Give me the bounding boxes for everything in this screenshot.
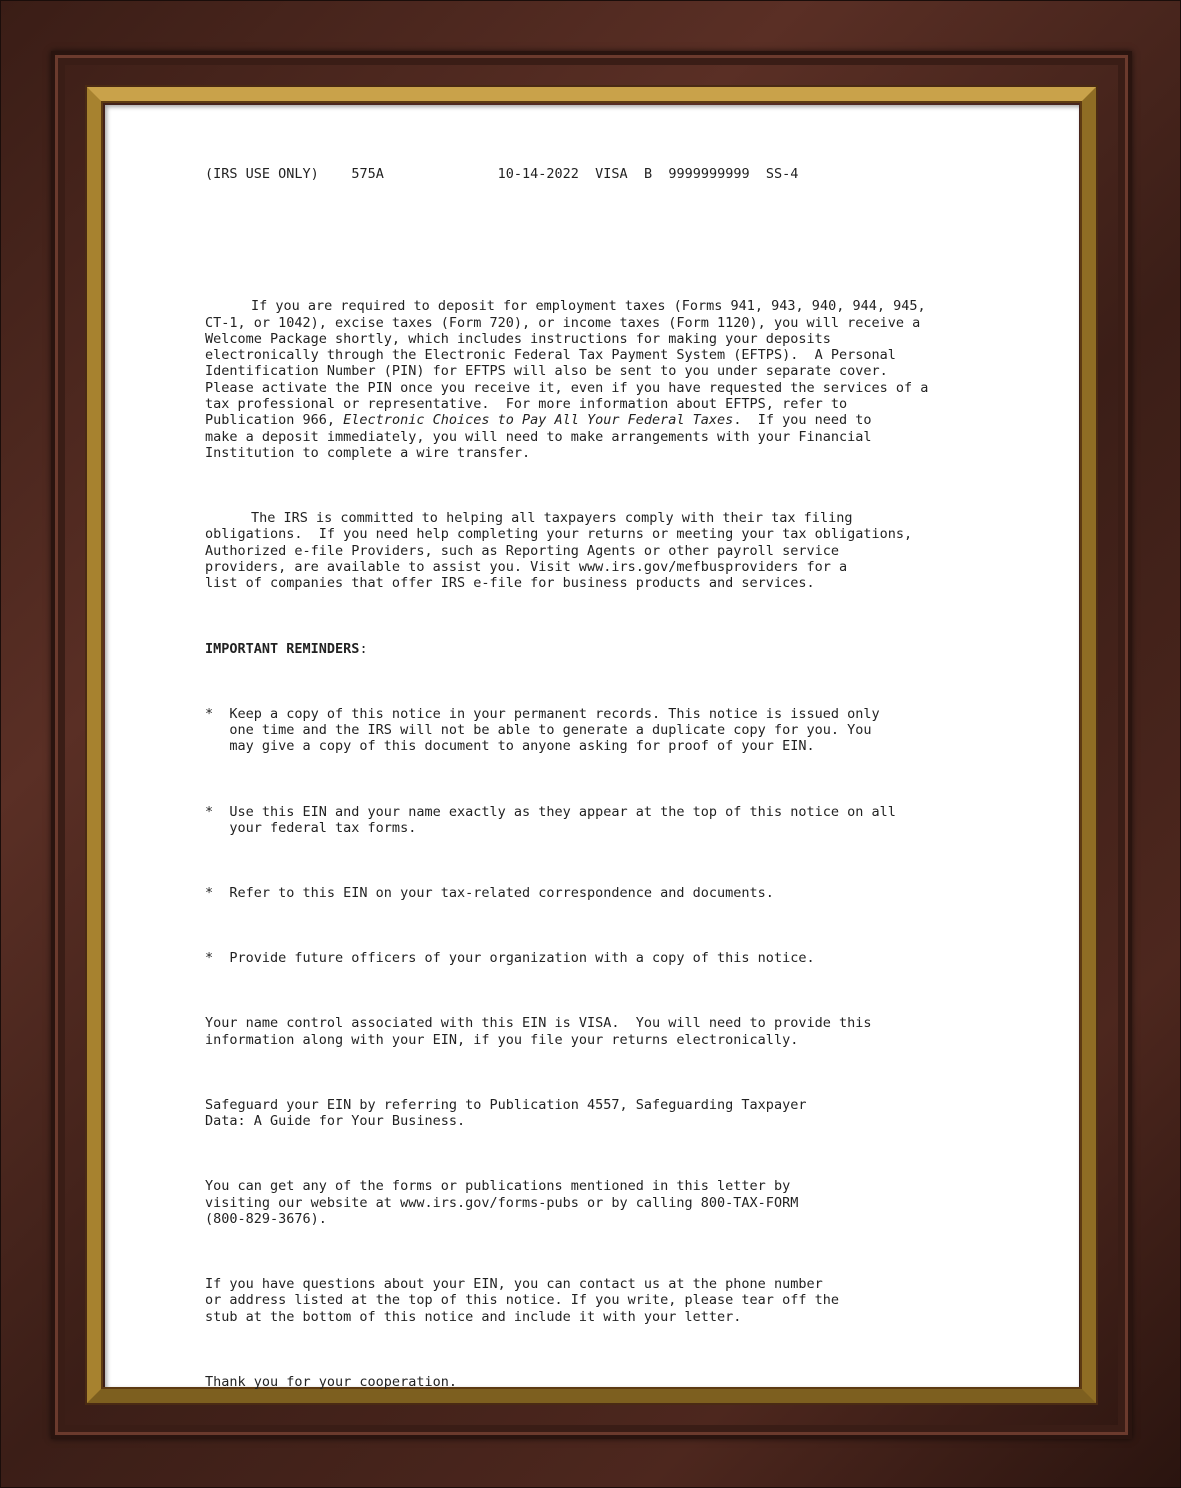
reminder-bullet-3: * Refer to this EIN on your tax-related correspondence and documents. [205, 884, 774, 901]
publication-title: Electronic Choices to Pay All Your Federal Taxes [343, 412, 734, 429]
form-name: SS-4 [765, 166, 799, 182]
paragraph-name-control: Your name control associated with this EIN is VISA. You will need to provide this information along with your EIN, if you file your returns electronically. [205, 1015, 872, 1048]
notice-date: 10-14-2022 [497, 166, 579, 182]
reminder-bullet-4: * Provide future officers of your organization with a copy of this notice. [205, 950, 815, 967]
letter-body [205, 282, 1065, 1406]
form-code: 575A [351, 166, 384, 182]
paragraph-safeguard: Safeguard your EIN by referring to Publication 4557, Safeguarding Taxpayer Data: A Guide for Your Business. [205, 1096, 807, 1130]
paragraph-forms: You can get any of the forms or publications mentioned in this letter by visiting our website at www.irs.gov/forms-pubs or by calling 800-TAX-FORM (800-829-3676). [205, 1178, 799, 1227]
reminder-bullet-2: * Use this EIN and your name exactly as they appear at the top of this notice on all your federal tax forms. [205, 803, 896, 836]
paragraph-efile: The IRS is committed to helping all taxpayers comply with their tax filing obligations. If you need help completing your returns or meeting your tax obligations, Authorized e-file Providers, such as Reporting Agents or other payroll service providers, are available to assist you. Visit www.irs.gov/mefbusproviders for a list of companies that offer IRS e-file for business products and services. [205, 510, 913, 592]
reminders-heading: IMPORTANT REMINDERS: [205, 640, 368, 657]
paragraph-questions: If you have questions about your EIN, you can contact us at the phone number or address listed at the top of this notice. If you write, please tear off the stub at the bottom of this notice and include it with your letter. [205, 1276, 839, 1325]
irs-use-only-label: (IRS USE ONLY) [205, 166, 319, 182]
closing-line: Thank you for your cooperation. [205, 1373, 457, 1390]
ein-number: 9999999999 [668, 166, 750, 182]
irs-header-line [205, 166, 798, 182]
header-code: B [643, 166, 653, 182]
paragraph-deposits: If you are required to deposit for employment taxes (Forms 941, 943, 940, 944, 945, CT-1, or 1042), excise taxes (Form 720), or income taxes (Form 1120), you will receive a Welcome Package shortly, which includes instructions for making your deposits electronically through the Electronic Federal Tax Payment System (EFTPS). A Personal Identification Number (PIN) for EFTPS will also be sent to you under separate cover. Please activate the PIN once you receive it, even if you have requested the services of a tax professional or representative. For more information about EFTPS, refer to Publication 966, Electronic Choices to Pay All Your Federal Taxes. If you need to make a deposit immediately, you will need to make arrangements with your Financial Institution to complete a wire transfer. [205, 298, 929, 461]
name-control: VISA [595, 166, 628, 182]
reminder-bullet-1: * Keep a copy of this notice in your permanent records. This notice is issued only one time and the IRS will not be able to generate a duplicate copy for you. You may give a copy of this document to anyone asking for proof of your EIN. [205, 705, 880, 755]
